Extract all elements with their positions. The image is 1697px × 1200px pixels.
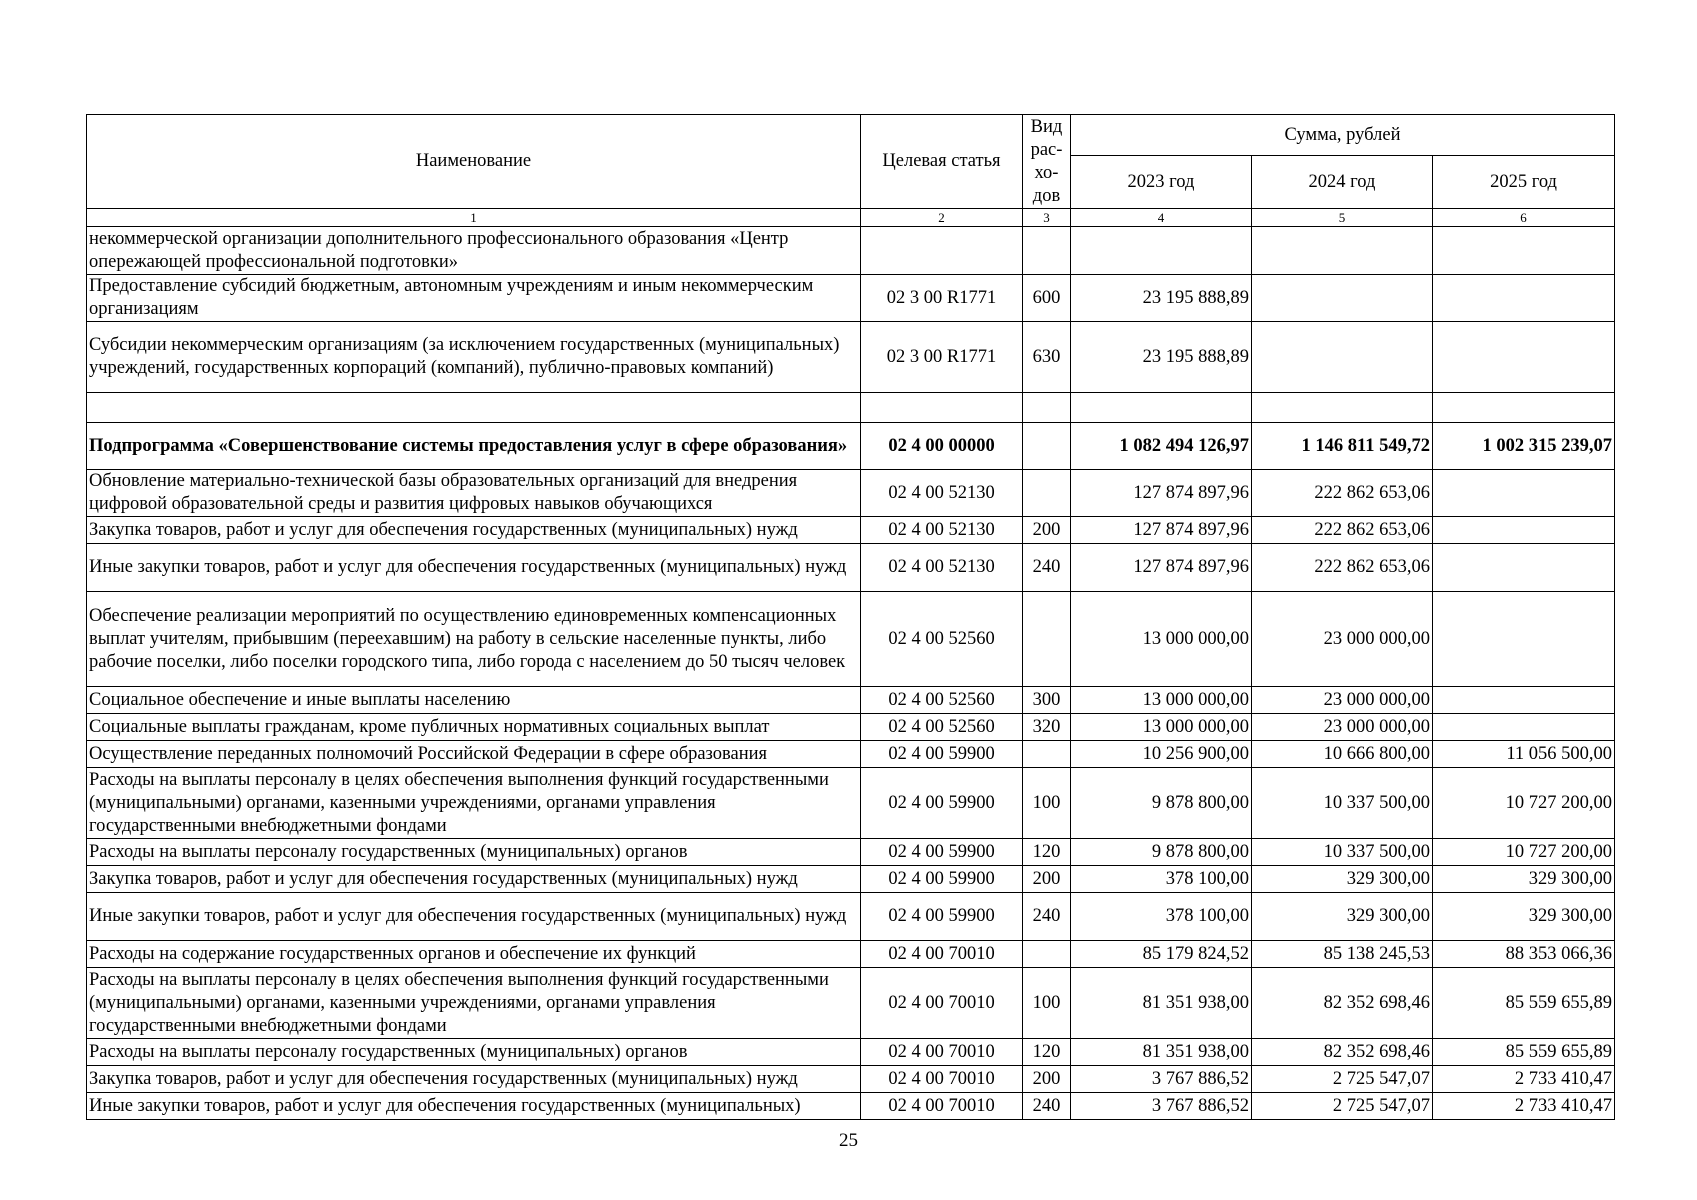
cell-sum-2025: 88 353 066,36 — [1433, 941, 1615, 968]
cell-sum-2023: 10 256 900,00 — [1071, 741, 1252, 768]
table-row — [87, 517, 1615, 544]
table-row — [87, 393, 1615, 423]
cell-sum-2025: 85 559 655,89 — [1433, 968, 1615, 1039]
cell-sum-2025: 10 727 200,00 — [1433, 839, 1615, 866]
cell-sum-2025 — [1433, 227, 1615, 275]
cell-sum-2025: 85 559 655,89 — [1433, 1039, 1615, 1066]
column-number: 5 — [1252, 209, 1433, 227]
cell-sum-2023: 81 351 938,00 — [1071, 968, 1252, 1039]
cell-sum-2025 — [1433, 322, 1615, 393]
cell-expense-type: 120 — [1023, 1039, 1071, 1066]
cell-sum-2024 — [1252, 227, 1433, 275]
cell-target-article — [861, 227, 1023, 275]
cell-target-article: 02 4 00 59900 — [861, 866, 1023, 893]
cell-sum-2025 — [1433, 393, 1615, 423]
table-row — [87, 941, 1615, 968]
table-row — [87, 1093, 1615, 1120]
cell-sum-2023 — [1071, 393, 1252, 423]
cell-name: Социальное обеспечение и иные выплаты населению — [87, 687, 861, 714]
cell-sum-2025: 10 727 200,00 — [1433, 768, 1615, 839]
cell-sum-2023: 3 767 886,52 — [1071, 1093, 1252, 1120]
table-header — [87, 115, 1615, 227]
cell-target-article: 02 4 00 70010 — [861, 1066, 1023, 1093]
cell-target-article: 02 3 00 R1771 — [861, 322, 1023, 393]
cell-expense-type: 120 — [1023, 839, 1071, 866]
column-number: 6 — [1433, 209, 1615, 227]
cell-expense-type — [1023, 941, 1071, 968]
cell-expense-type — [1023, 393, 1071, 423]
header-year-2023: 2023 год — [1071, 156, 1252, 209]
cell-name — [87, 393, 861, 423]
cell-sum-2023: 13 000 000,00 — [1071, 714, 1252, 741]
cell-name: Расходы на выплаты персоналу государственных (муниципальных) органов — [87, 839, 861, 866]
cell-expense-type: 200 — [1023, 866, 1071, 893]
cell-name: Иные закупки товаров, работ и услуг для обеспечения государственных (муниципальных) нужд — [87, 893, 861, 941]
cell-sum-2025 — [1433, 687, 1615, 714]
table-row — [87, 1066, 1615, 1093]
cell-sum-2025: 329 300,00 — [1433, 893, 1615, 941]
cell-expense-type: 630 — [1023, 322, 1071, 393]
cell-sum-2024: 23 000 000,00 — [1252, 714, 1433, 741]
cell-sum-2025: 2 733 410,47 — [1433, 1093, 1615, 1120]
column-number: 3 — [1023, 209, 1071, 227]
cell-sum-2024: 10 337 500,00 — [1252, 768, 1433, 839]
cell-target-article: 02 3 00 R1771 — [861, 275, 1023, 322]
cell-target-article: 02 4 00 52560 — [861, 687, 1023, 714]
cell-sum-2025 — [1433, 544, 1615, 592]
cell-sum-2023: 127 874 897,96 — [1071, 470, 1252, 517]
cell-sum-2023: 127 874 897,96 — [1071, 544, 1252, 592]
cell-sum-2024 — [1252, 275, 1433, 322]
cell-name: Иные закупки товаров, работ и услуг для обеспечения государственных (муниципальных) нужд — [87, 544, 861, 592]
cell-target-article: 02 4 00 70010 — [861, 1039, 1023, 1066]
cell-sum-2024: 222 862 653,06 — [1252, 544, 1433, 592]
cell-name: Предоставление субсидий бюджетным, автономным учреждениям и иным некоммерческим организациям — [87, 275, 861, 322]
cell-target-article — [861, 393, 1023, 423]
table-row — [87, 768, 1615, 839]
cell-name: Социальные выплаты гражданам, кроме публичных нормативных социальных выплат — [87, 714, 861, 741]
cell-expense-type — [1023, 592, 1071, 687]
cell-name: Расходы на выплаты персоналу государственных (муниципальных) органов — [87, 1039, 861, 1066]
cell-sum-2024: 222 862 653,06 — [1252, 517, 1433, 544]
cell-target-article: 02 4 00 52130 — [861, 517, 1023, 544]
cell-name: Закупка товаров, работ и услуг для обеспечения государственных (муниципальных) нужд — [87, 517, 861, 544]
table-row — [87, 275, 1615, 322]
cell-name: Осуществление переданных полномочий Российской Федерации в сфере образования — [87, 741, 861, 768]
cell-sum-2024: 1 146 811 549,72 — [1252, 423, 1433, 470]
column-number: 1 — [87, 209, 861, 227]
cell-name: Субсидии некоммерческим организациям (за исключением государственных (муниципальных) учреждений, государственных корпораций (компаний), публично-правовых компаний) — [87, 322, 861, 393]
cell-sum-2025 — [1433, 470, 1615, 517]
table-row — [87, 893, 1615, 941]
header-expense-type: Вид рас-хо-дов — [1023, 115, 1071, 209]
budget-table — [86, 114, 1615, 1120]
cell-expense-type: 100 — [1023, 768, 1071, 839]
cell-sum-2023: 9 878 800,00 — [1071, 768, 1252, 839]
cell-name: некоммерческой организации дополнительного профессионального образования «Центр опережающей профессиональной подготовки» — [87, 227, 861, 275]
cell-sum-2024: 85 138 245,53 — [1252, 941, 1433, 968]
page-number: 25 — [839, 1130, 858, 1151]
cell-name: Обновление материально-технической базы образовательных организаций для внедрения цифровой образовательной среды и развития цифровых навыков обучающихся — [87, 470, 861, 517]
table-row — [87, 741, 1615, 768]
table-row — [87, 866, 1615, 893]
table-row — [87, 470, 1615, 517]
cell-expense-type — [1023, 470, 1071, 517]
header-sum: Сумма, рублей — [1071, 115, 1615, 156]
column-number: 4 — [1071, 209, 1252, 227]
cell-sum-2023: 81 351 938,00 — [1071, 1039, 1252, 1066]
subprogram-row — [87, 423, 1615, 470]
cell-name: Подпрограмма «Совершенствование системы предоставления услуг в сфере образования» — [87, 423, 861, 470]
cell-target-article: 02 4 00 70010 — [861, 1093, 1023, 1120]
cell-target-article: 02 4 00 59900 — [861, 839, 1023, 866]
cell-expense-type: 300 — [1023, 687, 1071, 714]
cell-sum-2024: 2 725 547,07 — [1252, 1066, 1433, 1093]
cell-target-article: 02 4 00 00000 — [861, 423, 1023, 470]
table-row — [87, 322, 1615, 393]
column-number: 2 — [861, 209, 1023, 227]
cell-sum-2023: 378 100,00 — [1071, 866, 1252, 893]
cell-sum-2024: 329 300,00 — [1252, 893, 1433, 941]
cell-sum-2023 — [1071, 227, 1252, 275]
table-row — [87, 714, 1615, 741]
header-year-2025: 2025 год — [1433, 156, 1615, 209]
cell-sum-2024: 82 352 698,46 — [1252, 1039, 1433, 1066]
table-body — [87, 227, 1615, 1120]
cell-name: Обеспечение реализации мероприятий по осуществлению единовременных компенсационных выплат учителям, прибывшим (переехавшим) на работу в сельские населенные пункты, либо рабочие поселки, либо поселки городского типа, либо города с населением до 50 тысяч человек — [87, 592, 861, 687]
cell-sum-2024 — [1252, 322, 1433, 393]
table-row — [87, 227, 1615, 275]
cell-expense-type: 200 — [1023, 1066, 1071, 1093]
table-row — [87, 687, 1615, 714]
cell-sum-2024: 10 337 500,00 — [1252, 839, 1433, 866]
table-row — [87, 839, 1615, 866]
header-name: Наименование — [87, 115, 861, 209]
table-row — [87, 1039, 1615, 1066]
cell-sum-2023: 378 100,00 — [1071, 893, 1252, 941]
cell-sum-2024: 23 000 000,00 — [1252, 687, 1433, 714]
cell-expense-type — [1023, 741, 1071, 768]
cell-target-article: 02 4 00 52560 — [861, 714, 1023, 741]
cell-expense-type: 320 — [1023, 714, 1071, 741]
cell-sum-2025 — [1433, 714, 1615, 741]
cell-sum-2025 — [1433, 275, 1615, 322]
header-year-2024: 2024 год — [1252, 156, 1433, 209]
cell-sum-2025: 1 002 315 239,07 — [1433, 423, 1615, 470]
cell-expense-type — [1023, 423, 1071, 470]
cell-expense-type: 240 — [1023, 1093, 1071, 1120]
cell-sum-2024: 222 862 653,06 — [1252, 470, 1433, 517]
table-row — [87, 592, 1615, 687]
column-number-row — [87, 209, 1615, 227]
cell-name: Расходы на выплаты персоналу в целях обеспечения выполнения функций государственными (муниципальными) органами, казенными учреждениями, органами управления государственными внебюджетными фондами — [87, 768, 861, 839]
cell-target-article: 02 4 00 52560 — [861, 592, 1023, 687]
cell-sum-2023: 85 179 824,52 — [1071, 941, 1252, 968]
table-row — [87, 544, 1615, 592]
cell-sum-2023: 13 000 000,00 — [1071, 687, 1252, 714]
cell-name: Закупка товаров, работ и услуг для обеспечения государственных (муниципальных) нужд — [87, 866, 861, 893]
table-row — [87, 968, 1615, 1039]
cell-target-article: 02 4 00 52130 — [861, 544, 1023, 592]
cell-sum-2023: 23 195 888,89 — [1071, 322, 1252, 393]
cell-name: Иные закупки товаров, работ и услуг для обеспечения государственных (муниципальных) — [87, 1093, 861, 1120]
cell-name: Расходы на содержание государственных органов и обеспечение их функций — [87, 941, 861, 968]
cell-target-article: 02 4 00 52130 — [861, 470, 1023, 517]
cell-sum-2023: 23 195 888,89 — [1071, 275, 1252, 322]
cell-sum-2024: 329 300,00 — [1252, 866, 1433, 893]
cell-sum-2023: 127 874 897,96 — [1071, 517, 1252, 544]
cell-sum-2025: 2 733 410,47 — [1433, 1066, 1615, 1093]
cell-sum-2023: 1 082 494 126,97 — [1071, 423, 1252, 470]
cell-name: Закупка товаров, работ и услуг для обеспечения государственных (муниципальных) нужд — [87, 1066, 861, 1093]
cell-expense-type: 240 — [1023, 893, 1071, 941]
header-target-article: Целевая статья — [861, 115, 1023, 209]
cell-sum-2023: 3 767 886,52 — [1071, 1066, 1252, 1093]
cell-expense-type: 100 — [1023, 968, 1071, 1039]
cell-expense-type: 600 — [1023, 275, 1071, 322]
cell-target-article: 02 4 00 59900 — [861, 893, 1023, 941]
cell-sum-2024 — [1252, 393, 1433, 423]
cell-target-article: 02 4 00 70010 — [861, 941, 1023, 968]
cell-sum-2023: 9 878 800,00 — [1071, 839, 1252, 866]
cell-sum-2024: 2 725 547,07 — [1252, 1093, 1433, 1120]
cell-sum-2024: 10 666 800,00 — [1252, 741, 1433, 768]
cell-sum-2024: 82 352 698,46 — [1252, 968, 1433, 1039]
cell-target-article: 02 4 00 59900 — [861, 768, 1023, 839]
cell-sum-2023: 13 000 000,00 — [1071, 592, 1252, 687]
cell-sum-2024: 23 000 000,00 — [1252, 592, 1433, 687]
cell-sum-2025 — [1433, 517, 1615, 544]
cell-target-article: 02 4 00 70010 — [861, 968, 1023, 1039]
cell-sum-2025 — [1433, 592, 1615, 687]
cell-expense-type: 240 — [1023, 544, 1071, 592]
cell-expense-type: 200 — [1023, 517, 1071, 544]
cell-expense-type — [1023, 227, 1071, 275]
cell-sum-2025: 11 056 500,00 — [1433, 741, 1615, 768]
cell-sum-2025: 329 300,00 — [1433, 866, 1615, 893]
cell-target-article: 02 4 00 59900 — [861, 741, 1023, 768]
cell-name: Расходы на выплаты персоналу в целях обеспечения выполнения функций государственными (муниципальными) органами, казенными учреждениями, органами управления государственными внебюджетными фондами — [87, 968, 861, 1039]
